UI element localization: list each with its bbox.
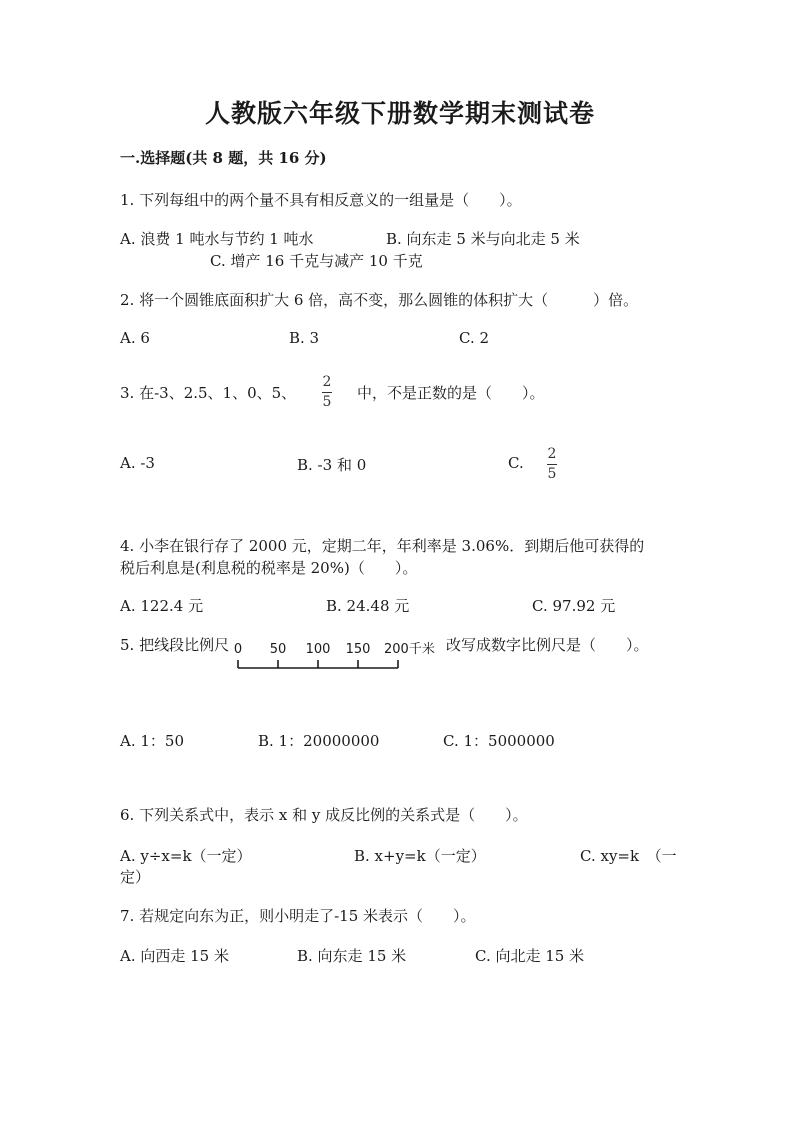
question-4-line-1: 4. 小李在银行存了 2000 元，定期二年，年利率是 3.06%．到期后他可获得的 bbox=[120, 537, 645, 555]
q6-option-a[interactable]: A. y÷x=k（一定） bbox=[120, 847, 252, 865]
question-7: 7. 若规定向东为正，则小明走了-15 米表示（ ）。 bbox=[120, 907, 476, 925]
q6-option-c[interactable]: C. xy=k （一 bbox=[580, 847, 677, 865]
question-3-stem-end: 中，不是正数的是（ ）。 bbox=[357, 384, 545, 402]
q6-option-c-wrap: 定） bbox=[120, 868, 151, 886]
q3-option-c[interactable]: C. bbox=[508, 454, 524, 472]
fraction-bar bbox=[547, 464, 557, 465]
fraction-denominator: 5 bbox=[322, 394, 332, 410]
q4-option-c[interactable]: C. 97.92 元 bbox=[532, 597, 616, 615]
page-title: 人教版六年级下册数学期末测试卷 bbox=[204, 99, 595, 128]
fraction-bar bbox=[322, 392, 332, 393]
q5-option-b[interactable]: B. 1：20000000 bbox=[258, 732, 380, 750]
q1-option-b[interactable]: B. 向东走 5 米与向北走 5 米 bbox=[386, 230, 580, 248]
question-5-stem-start: 5. 把线段比例尺 bbox=[120, 636, 230, 654]
question-3-stem-start: 3. 在-3、2.5、1、0、5、 bbox=[120, 384, 297, 402]
q5-option-c[interactable]: C. 1：5000000 bbox=[443, 732, 555, 750]
q2-option-b[interactable]: B. 3 bbox=[289, 329, 320, 347]
q1-option-c[interactable]: C. 增产 16 千克与减产 10 千克 bbox=[210, 252, 423, 270]
q3-option-c-fraction bbox=[547, 447, 557, 482]
q2-option-a[interactable]: A. 6 bbox=[120, 329, 150, 347]
question-5-stem-end: 改写成数字比例尺是（ ）。 bbox=[446, 636, 649, 654]
q7-option-c[interactable]: C. 向北走 15 米 bbox=[475, 947, 585, 965]
question-4-line-2: 税后利息是(利息税的税率是 20%)（ ）。 bbox=[120, 559, 418, 577]
fraction-numerator: 2 bbox=[322, 374, 332, 390]
scale-label-200: 200千米 bbox=[384, 642, 435, 657]
line-segment-scale bbox=[234, 636, 446, 674]
q5-option-a[interactable]: A. 1：50 bbox=[120, 732, 184, 750]
q7-option-a[interactable]: A. 向西走 15 米 bbox=[120, 947, 229, 965]
question-1: 1. 下列每组中的两个量不具有相反意义的一组量是（ ）。 bbox=[120, 191, 522, 209]
fraction-denominator: 5 bbox=[547, 466, 557, 482]
q3-option-b[interactable]: B. -3 和 0 bbox=[297, 456, 367, 474]
scale-label-100: 100 bbox=[305, 642, 331, 657]
q7-option-b[interactable]: B. 向东走 15 米 bbox=[297, 947, 407, 965]
question-2: 2. 将一个圆锥底面积扩大 6 倍，高不变，那么圆锥的体积扩大（ ）倍。 bbox=[120, 291, 639, 309]
q6-option-b[interactable]: B. x+y=k（一定） bbox=[354, 847, 486, 865]
q3-option-a[interactable]: A. -3 bbox=[120, 454, 155, 472]
question-6: 6. 下列关系式中，表示 x 和 y 成反比例的关系式是（ ）。 bbox=[120, 806, 528, 824]
q4-option-a[interactable]: A. 122.4 元 bbox=[120, 597, 204, 615]
q2-option-c[interactable]: C. 2 bbox=[459, 329, 490, 347]
scale-label-150: 150 bbox=[345, 642, 371, 657]
scale-label-50: 50 bbox=[269, 642, 287, 657]
fraction-two-fifths bbox=[322, 375, 332, 410]
q4-option-b[interactable]: B. 24.48 元 bbox=[326, 597, 410, 615]
q1-option-a[interactable]: A. 浪费 1 吨水与节约 1 吨水 bbox=[120, 230, 314, 248]
scale-label-0: 0 bbox=[234, 642, 243, 657]
fraction-numerator: 2 bbox=[547, 446, 557, 462]
section-heading: 一.选择题(共 8 题，共 16 分) bbox=[120, 149, 327, 167]
